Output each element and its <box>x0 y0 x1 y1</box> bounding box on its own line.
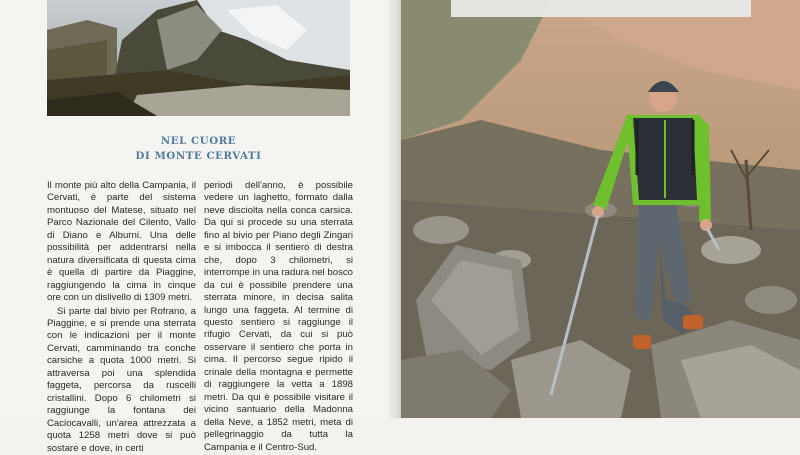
paragraph: Il monte più alto della Campania, il Cervati, è parte del sistema montuoso del Matese, situato nel Parco Nazionale del Cilento, Vallo di Diano e Alburni. Una delle possibilità per addentrarsi nella natura diversificata di questa cima è quella di partire da Piaggine, raggiungendo la cima in cinque ore con un dislivello di 1309 metri. <box>47 180 196 304</box>
heading-line-2: DI MONTE CERVATI <box>135 150 262 162</box>
paragraph: periodi dell'anno, è possibile vedere un laghetto, formato dalla neve disciolta nella conca carsica. Da qui si procede su una sterrata fino al bivio per Piano degli Zingari e si imbocca il sentiero di destra che, dopo 3 chilometri, si interrompe in una radura nel bosco da cui è possibile prendere una sterrata minore, in decisa salita lungo una faggeta. Al termine di questo sentiero si raggiunge il rifugio Cervati, da cui si può osservare il sentiero che porta in cima. Il percorso segue ripido il crinale della montagna e permette di raggiungere la vetta a 1898 metri. Da qui è possibile visitare il vicino santuario della Madonna della Neve, a 1852 metri, meta di pellegrinaggio da tutta la Campania e il Centro-Sud. <box>204 180 353 453</box>
left-page <box>0 0 400 454</box>
text-column-2 <box>204 180 353 453</box>
top-caption-band <box>451 0 751 17</box>
mountain-photo <box>47 0 350 116</box>
section-heading <box>47 134 350 164</box>
paragraph: Si parte dal bivio per Rofrano, a Piaggine, e si prende una sterrata con le indicazioni per il monte Cervati, camminando tra conche carsiche a quota 1000 metri. Si attraversa poi una splendida faggeta, percorsa da ruscelli cristallini. Dopo 6 chilometri si raggiunge la fontana dei Caciocavalli, un'area attrezzata a quota 1258 metri dove si può sostare e dove, in certi <box>47 305 196 454</box>
heading-line-1: NEL CUORE <box>160 135 237 147</box>
text-column-1 <box>47 180 196 454</box>
hiker-photo <box>401 0 800 418</box>
